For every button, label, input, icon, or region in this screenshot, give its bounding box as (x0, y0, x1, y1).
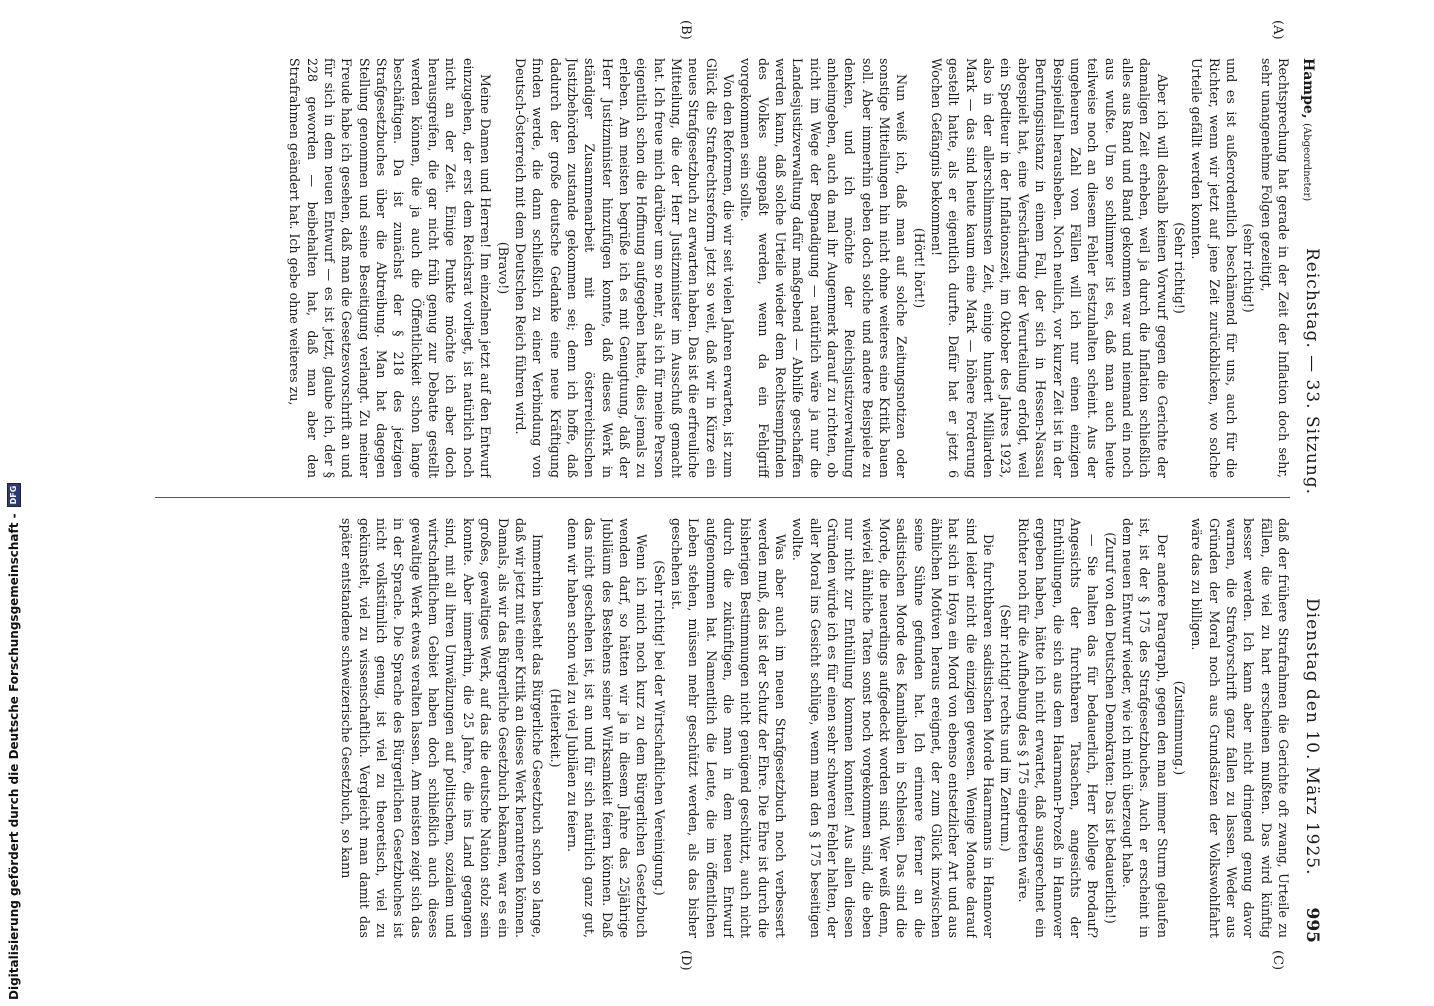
interjection: (Zuruf von den Deutschen Demokraten: Das ist bedauerlich!) (1102, 532, 1118, 924)
interjection: (Zustimmung.) (1171, 680, 1187, 776)
paragraph: Der andere Paragraph, gegen den man immer Sturm gelaufen ist, ist der § 175 des Strafgesetzbuches. Auch er erscheint in dem neuen Entwurf wieder, wie ich mich überzeugt habe. (1119, 518, 1170, 938)
paragraph: Von den Reformen, die wir seit vielen Jahren erwarten, ist zum Glück die Strafrechtsreform jetzt so weit, daß wir in Kürze ein neues Strafgesetzbuch zu erwarten haben. Das ist die erfreuliche Mitteilung, die der Herr Justizminister im Ausschuß gemacht hat. Ich freue mich darüber um so mehr, als ich für meine Person eigentlich schon die Hoffnung aufgegeben hatte, dies jemals zu erleben. Am meisten begrüße ich es mit Genugtuung, daß der Herr Justizminister hinzufügen konnte, daß dieses Werk in ständiger Zusammenarbeit mit den österreichischen Justizbehörden zustande gekommen sei; denn ich hoffe, daß dadurch der große deutsche Gedanke eine neue Kräftigung finden werde, die dann schließlich zu einer Verbindung von Deutsch-Österreich mit dem Deutschen Reich führen wird. (512, 58, 736, 478)
paragraph: Aber ich will deshalb keinen Vorwurf gegen die Gerichte der damaligen Zeit erheben, weil ja durch die Inflation schließlich alles aus Rand und Band gekommen war und niemand ein noch aus wußte. Um so schlimmer ist es, daß man auch heute teilweise noch an diesem Fehler festzuhalten scheint. Aus der ungeheuren Zahl von Fällen will ich nur einen einzigen Beispielfall herausheben. Noch neulich, vor kurzer Zeit ist in der Berufungsinstanz in einem Fall, der sich in Hessen-Nassau abgespielt hat, eine Verschärfung der Verurteilung erfolgt, weil ein Spediteur in der Inflationszeit, im Oktober des Jahres 1923, also in der allerschlimmsten Zeit, einige hundert Milliarden Mark — das sind heute kaum eine Mark — höhere Forderung gestellt hatte, als er eigentlich durfte. Dafür hat er jetzt 6 Wochen Gefängnis bekommen! (929, 58, 1170, 478)
margin-mark-a: (A) (1270, 20, 1285, 40)
interjection: (Bravo!) (495, 241, 511, 295)
interjection: (Sehr richtig!) (1171, 222, 1187, 314)
paragraph: — Sie halten das für bedauerlich, Herr Kollege Brodauf? Angesichts der furchtbaren Tatsachen, angesichts der Enthüllungen, die sich aus dem Haarmann-Prozeß in Hannover ergeben haben, hätte ich nicht erwartet, daß ausgerechnet ein Richter noch für die Aufhebung des § 175 eingetreten wäre. (1015, 518, 1101, 938)
right-column (152, 518, 1292, 938)
footer-credit (4, 0, 24, 1006)
page-number: 995 (1302, 907, 1322, 943)
interjection: (sehr richtig!) (1241, 223, 1257, 313)
paragraph: Die furchtbaren sadistischen Morde Haarmanns in Hannover sind leider nicht die einzigen gewesen. Wenige Monate darauf hat sich in Hoya ein Mord von ebenso entsetzlicher Art und aus ähnlichen Motiven heraus ereignet, der zum Glück inzwischen seine Sühne gefunden hat. Ich erinnere ferner an die sadistischen Morde des Kannibalen in Schlesien. Das sind die Morde, die neuerdings aufgedeckt worden sind. Wer weiß denn, wieviel ähnliche Taten sonst noch vorgekommen sind, die eben nur nicht zur Enthüllung kommen konnten! Aus allen diesen Gründen würde ich es für einen sehr schweren Fehler halten, der aller Moral ins Gesicht schlüge, wenn man den § 175 beseitigen wollte. (790, 518, 997, 938)
paragraph: Nun weiß ich, daß man auf solche Zeitungsnotizen oder sonstige Mitteilungen hin nicht ohne weiteres eine Kritik bauen soll. Aber immerhin geben doch solche und andere Beispiele zu denken, und ich möchte der Reichsjustizverwaltung anheimgeben, auch da mal ihr Augenmerk darauf zu richten, ob nicht im Wege der Begnadigung — natürlich wäre ja nur die Landesjustizverwaltung dafür maßgebend — Abhilfe geschaffen werden kann, daß solche Urteile wieder dem Rechtsempfinden des Volkes angepaßt werden, wenn da ein Fehlgriff vorgekommen sein sollte. (738, 58, 910, 478)
margin-mark-d: (D) (678, 950, 693, 971)
speaker-label: Hampe, (Abgeordneter) (1300, 58, 1316, 202)
document-page (147, 20, 1322, 971)
paragraph: Rechtsprechung hat gerade in der Zeit der Inflation doch sehr, sehr unangenehme Folgen gezeitigt, (1258, 58, 1291, 478)
paragraph: Immerhin besteht das Bürgerliche Gesetzbuch schon so lange, daß wir jetzt mit einer Kritik an dieses Werk herantreten können. Damals, als wir das Bürgerliche Gesetzbuch bekamen, war es ein großes, gewaltiges Werk, auf das die deutsche Nation stolz sein konnte. Aber immerhin, die 25 Jahre, die ins Land gegangen sind, mit all ihren Umwälzungen auf politischem, sozialem und wirtschaftlichem Gebiet haben doch schließlich auch dieses gewaltige Werk etwas veralten lassen. Am meisten zeigt sich das in der Sprache. Die Sprache des Bürgerlichen Gesetzbuches ist nicht volkstümlich genug, ist viel zu theoretisch, viel zu gekünstelt, viel zu wissenschaftlich. Vergleicht man damit das später entstandene schweizerische Gesetzbuch, so kann (339, 518, 546, 938)
interjection: (Sehr richtig! rechts und im Zentrum.) (998, 604, 1014, 852)
left-column (152, 58, 1292, 478)
paragraph: daß der frühere Strafrahmen die Gerichte oft zwang, Urteile zu fällen, die viel zu hart erscheinen mußten. Das wird künftig besser werden. Ich kann aber nicht dringend genug davor warnen, die Strafvorschrift ganz fallen zu lassen. Weder aus Gründen der Moral noch aus Grundsätzen der Volkswohlfahrt wäre das zu billigen. (1189, 518, 1291, 938)
page-header (1294, 58, 1322, 943)
interjection: (Sehr richtig! bei der Wirtschaftlichen Vereinigung.) (651, 560, 667, 896)
paragraph: Wenn ich mich noch kurz zu dem Bürgerlichen Gesetzbuch wenden darf, so hätten wir ja in diesem Jahre das 25jährige Jubiläum des Bestehens seiner Wirksamkeit feiern können. Daß das nicht geschehen ist, ist an und für sich natürlich ganz gut, denn wir haben schon viel zu viel Jubiläen zu feiern. (564, 518, 650, 938)
footer-text: Digitalisierung gefördert durch die Deutsche Forschungsgemeinschaft - (7, 513, 21, 1000)
margin-mark-c: (C) (1270, 950, 1285, 971)
paragraph: Was aber auch im neuen Strafgesetzbuch noch verbessert werden muß, das ist der Schutz der Ehre. Die Ehre ist durch die bisherigen Bestimmungen nicht genügend geschützt, auch nicht durch die zukünftigen, die man in dem neuen Entwurf aufgenommen hat. Namentlich die Leute, die im öffentlichen Leben stehen, müssen mehr geschützt werden, als das bisher geschehen ist. (668, 518, 789, 938)
paragraph: Meine Damen und Herren! Im einzelnen jetzt auf den Entwurf einzugehen, der erst dem Reichsrat vorliegt, ist natürlich noch nicht an der Zeit. Einige Punkte möchte ich aber doch herausgreifen, die gar nicht früh genug zur Debatte gestellt werden können, die ja auch die Öffentlichkeit schon lange beschäftigen. Da ist zunächst der § 218 des jetzigen Strafgesetzbuches über die Abtreibung. Man hat dagegen Stellung genommen und seine Beseitigung verlangt. Zu meiner Freude habe ich gesehen, daß man die Gesetzesvorschrift an und für sich in dem neuen Entwurf — es ist jetzt, glaube ich, der § 228 geworden — beibehalten hat, daß man aber den Strafrahmen geändert hat. Ich gebe ohne weiteres zu, (287, 58, 494, 478)
dfg-logo: DFG (7, 483, 21, 508)
running-title: Reichstag. — 33. Sitzung. (1302, 248, 1322, 496)
margin-mark-b: (B) (678, 20, 693, 40)
interjection: (Heiterkeit.) (547, 688, 563, 768)
column-divider (155, 497, 1290, 498)
paragraph: und es ist außerordentlich beschämend für uns, auch für die Richter, wenn wir jetzt auf jene Zeit zurückblicken, wo solche Urteile gefällt werden konnten. (1189, 58, 1239, 478)
interjection: (Hört! hört!) (911, 227, 927, 309)
session-date: Dienstag den 10. März 1925. (1302, 598, 1322, 876)
